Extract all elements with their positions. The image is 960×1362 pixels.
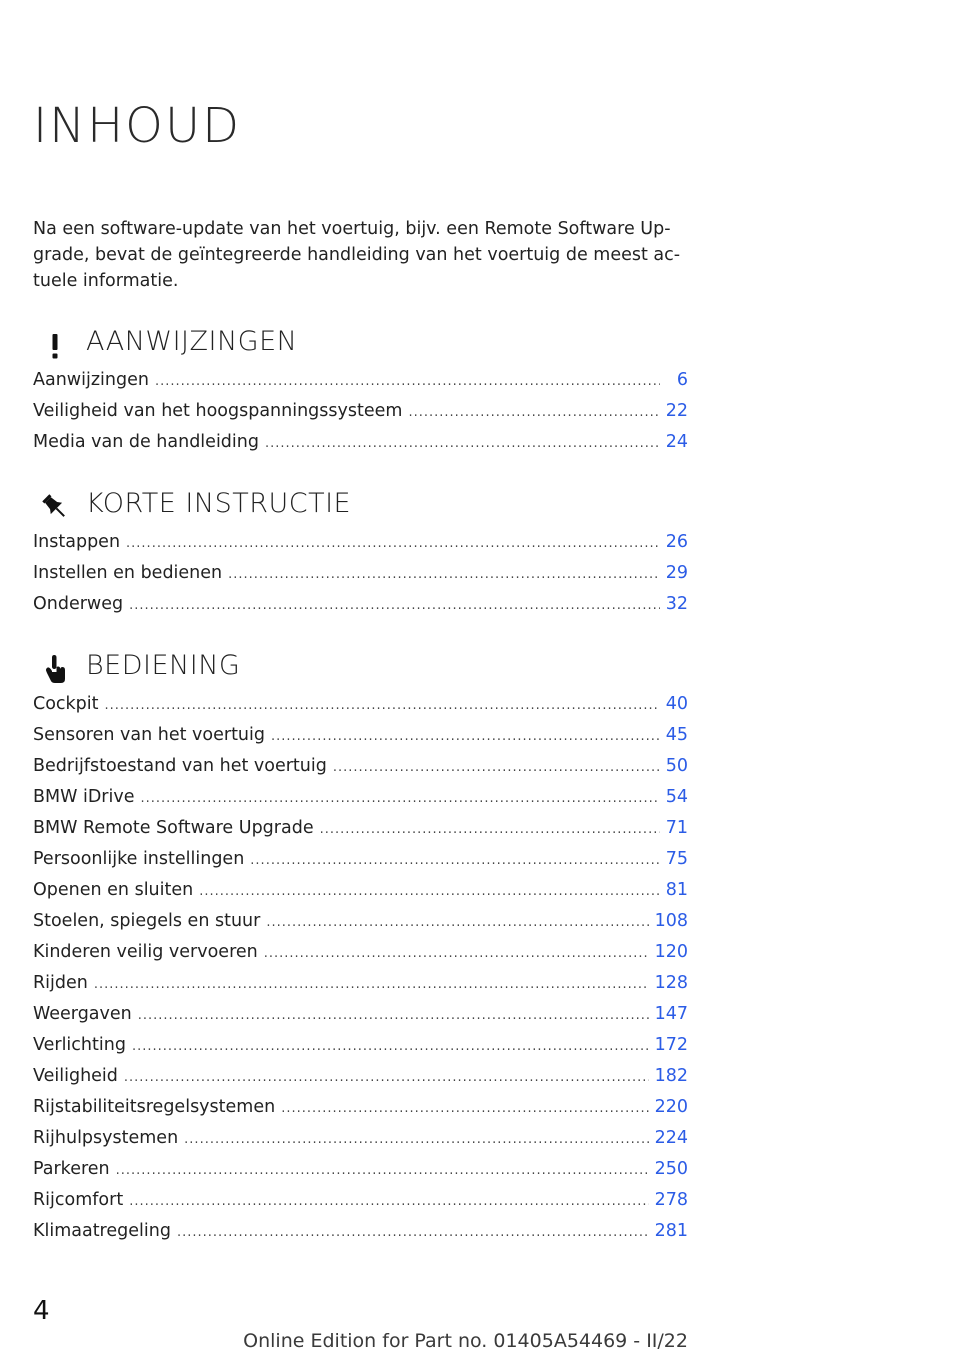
pushpin-icon (41, 492, 69, 522)
leader-dots (266, 915, 648, 930)
toc-entry[interactable] (33, 911, 688, 942)
leader-dots (124, 1070, 649, 1085)
toc-entry-label: Cockpit (33, 694, 99, 714)
toc-entry-label: Rijden (33, 973, 88, 993)
toc-entry-page[interactable]: 32 (665, 594, 688, 614)
toc-entry-page[interactable]: 128 (654, 973, 688, 993)
toc-entry-page[interactable]: 40 (665, 694, 688, 714)
toc-entry-page[interactable]: 278 (654, 1190, 688, 1210)
toc-entry[interactable] (33, 1066, 688, 1097)
toc-entry[interactable] (33, 1190, 688, 1221)
leader-dots (408, 405, 659, 420)
toc-entry-label: Kinderen veilig vervoeren (33, 942, 258, 962)
leader-dots (132, 1039, 649, 1054)
toc-entry-page[interactable]: 147 (654, 1004, 688, 1024)
toc-entry-page[interactable]: 120 (654, 942, 688, 962)
toc-entry-label: Bedrijfstoestand van het voertuig (33, 756, 327, 776)
toc-entry-label: Verlichting (33, 1035, 126, 1055)
toc-entry-page[interactable]: 29 (665, 563, 688, 583)
toc-entry-page[interactable]: 172 (654, 1035, 688, 1055)
toc-entry-page[interactable]: 250 (654, 1159, 688, 1179)
leader-dots (94, 977, 649, 992)
toc-entry-page[interactable]: 220 (654, 1097, 688, 1117)
toc-entry-page[interactable]: 22 (665, 401, 688, 421)
leader-dots (155, 374, 660, 389)
toc-list (33, 370, 688, 463)
toc-entry-page[interactable]: 281 (654, 1221, 688, 1241)
toc-entry-page[interactable]: 182 (654, 1066, 688, 1086)
section-bediening (33, 646, 688, 1252)
leader-dots (333, 760, 660, 775)
leader-dots (141, 791, 660, 806)
toc-entry-page[interactable]: 224 (654, 1128, 688, 1148)
leader-dots (250, 853, 659, 868)
section-header (33, 646, 688, 694)
intro-line: grade, bevat de geïntegreerde handleiding van het voertuig de meest ac‐ (33, 245, 681, 265)
toc-entry-page[interactable]: 50 (665, 756, 688, 776)
toc-entry[interactable] (33, 756, 688, 787)
section-aanwijzingen (33, 322, 688, 463)
toc-entry[interactable] (33, 787, 688, 818)
leader-dots (177, 1225, 649, 1240)
toc-entry[interactable] (33, 880, 688, 911)
toc-entry[interactable] (33, 1035, 688, 1066)
leader-dots (184, 1132, 648, 1147)
exclamation-icon (41, 330, 69, 360)
leader-dots (264, 946, 649, 961)
section-title: BEDIENING (86, 650, 241, 681)
toc-entry-page[interactable]: 24 (665, 432, 688, 452)
toc-entry-label: Sensoren van het voertuig (33, 725, 265, 745)
toc-entry-label: Rijhulpsystemen (33, 1128, 179, 1148)
leader-dots (129, 1194, 648, 1209)
toc-entry[interactable] (33, 401, 688, 432)
intro-line: tuele informatie. (33, 271, 179, 291)
toc-entry-label: Veiligheid (33, 1066, 118, 1086)
section-title: KORTE INSTRUCTIE (86, 488, 352, 519)
toc-entry[interactable] (33, 1128, 688, 1159)
toc-entry-page[interactable]: 45 (665, 725, 688, 745)
intro-paragraph (33, 216, 683, 294)
toc-entry-label: Stoelen, spiegels en stuur (33, 911, 261, 931)
section-korte-instructie (33, 484, 688, 625)
toc-entry[interactable] (33, 942, 688, 973)
toc-entry-label: Media van de handleiding (33, 432, 259, 452)
toc-entry-page[interactable]: 6 (676, 370, 688, 390)
toc-entry-label: Rijcomfort (33, 1190, 124, 1210)
page-number: 4 (33, 1296, 50, 1326)
toc-entry-page[interactable]: 26 (665, 532, 688, 552)
toc-list (33, 532, 688, 625)
toc-entry[interactable] (33, 532, 688, 563)
toc-entry-label: Openen en sluiten (33, 880, 194, 900)
leader-dots (129, 598, 660, 613)
toc-entry-page[interactable]: 108 (654, 911, 688, 931)
toc-entry-label: Instellen en bedienen (33, 563, 223, 583)
leader-dots (199, 884, 659, 899)
leader-dots (116, 1163, 649, 1178)
toc-entry[interactable] (33, 432, 688, 463)
toc-entry-label: Veiligheid van het hoogspanningssysteem (33, 401, 403, 421)
leader-dots (126, 536, 660, 551)
leader-dots (138, 1008, 649, 1023)
leader-dots (105, 698, 660, 713)
toc-entry-label: Klimaatregeling (33, 1221, 171, 1241)
toc-entry[interactable] (33, 1004, 688, 1035)
toc-entry[interactable] (33, 973, 688, 1004)
toc-entry-page[interactable]: 54 (665, 787, 688, 807)
toc-entry[interactable] (33, 1159, 688, 1190)
toc-entry-page[interactable]: 75 (665, 849, 688, 869)
toc-entry[interactable] (33, 370, 688, 401)
toc-entry-label: Parkeren (33, 1159, 110, 1179)
toc-entry[interactable] (33, 1097, 688, 1128)
intro-line: Na een software-update van het voertuig, bijv. een Remote Software Up‐ (33, 219, 671, 239)
section-title: AANWIJZINGEN (86, 326, 298, 357)
leader-dots (320, 822, 660, 837)
toc-entry-label: Persoonlijke instellingen (33, 849, 245, 869)
leader-dots (228, 567, 660, 582)
toc-entry-label: Weergaven (33, 1004, 132, 1024)
toc-entry[interactable] (33, 563, 688, 594)
section-header (33, 484, 688, 532)
toc-entry-label: Onderweg (33, 594, 124, 614)
toc-entry-label: Instappen (33, 532, 121, 552)
toc-entry-label: Rijstabiliteitsregelsystemen (33, 1097, 276, 1117)
leader-dots (281, 1101, 648, 1116)
toc-entry[interactable] (33, 1221, 688, 1252)
leader-dots (265, 436, 660, 451)
toc-entry-label: Aanwijzingen (33, 370, 149, 390)
leader-dots (271, 729, 660, 744)
toc-list (33, 694, 688, 1252)
toc-entry[interactable] (33, 694, 688, 725)
toc-entry-label: BMW Remote Software Upgrade (33, 818, 314, 838)
pointing-hand-icon (41, 654, 69, 684)
page-title: INHOUD (33, 98, 242, 154)
toc-entry[interactable] (33, 594, 688, 625)
toc-entry-page[interactable]: 71 (665, 818, 688, 838)
toc-entry[interactable] (33, 725, 688, 756)
footer-edition: Online Edition for Part no. 01405A54469 - II/22 (243, 1330, 688, 1352)
toc-entry-page[interactable]: 81 (665, 880, 688, 900)
toc-entry[interactable] (33, 849, 688, 880)
section-header (33, 322, 688, 370)
toc-entry[interactable] (33, 818, 688, 849)
toc-entry-label: BMW iDrive (33, 787, 135, 807)
